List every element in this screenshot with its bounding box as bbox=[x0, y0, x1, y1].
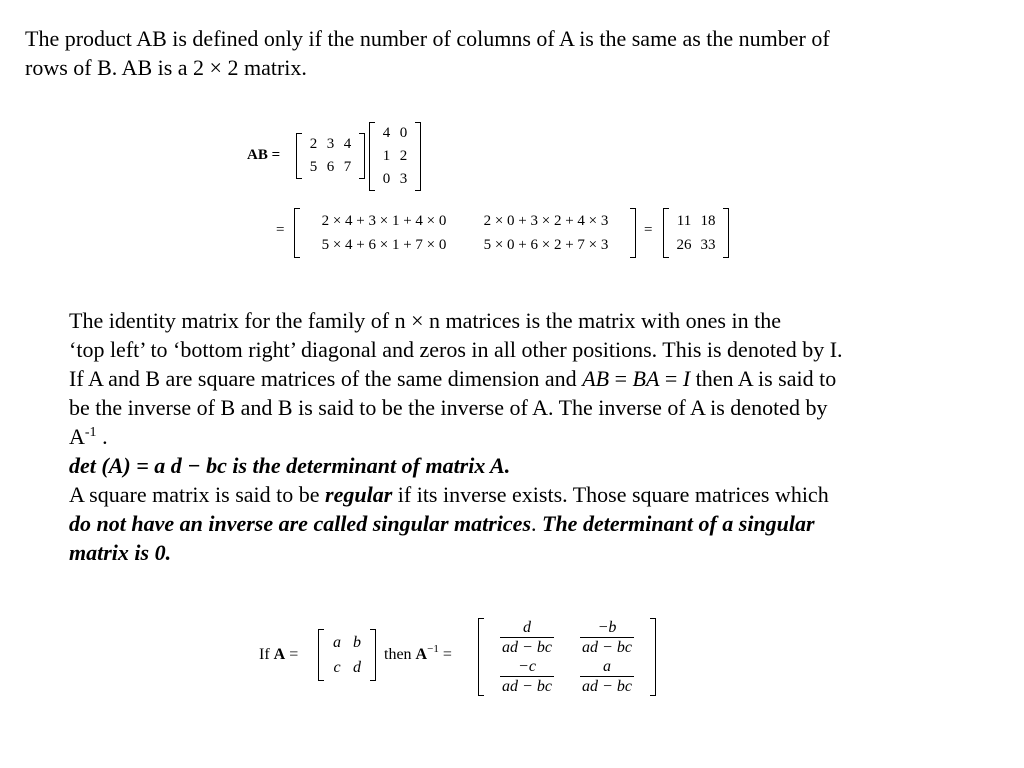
body-line-3a: If A and B are square matrices of the same dimension and bbox=[69, 366, 583, 391]
inverse-matrix bbox=[478, 618, 656, 696]
regular-term: regular bbox=[325, 482, 393, 507]
intro-paragraph bbox=[25, 24, 1005, 82]
matrix-a-cell: 6 bbox=[326, 159, 335, 175]
fraction-numerator: −c bbox=[518, 658, 536, 675]
eq-a: = bbox=[609, 366, 633, 391]
ainv-sup: −1 bbox=[427, 643, 439, 655]
fraction-numerator: a bbox=[603, 658, 611, 675]
ab-italic: AB bbox=[582, 366, 610, 391]
fraction-numerator: −b bbox=[597, 619, 617, 636]
inverse-notation: A bbox=[69, 424, 85, 449]
intro-line-1: The product AB is defined only if the number of columns of A is the same as the number of bbox=[25, 26, 830, 51]
if-label bbox=[259, 646, 298, 664]
expanded-cell: 2 × 4 + 3 × 1 + 4 × 0 bbox=[321, 213, 447, 229]
result-cell: 11 bbox=[676, 213, 692, 229]
fraction-denominator: ad − bc bbox=[582, 639, 632, 656]
body-line-2: ‘top left’ to ‘bottom right’ diagonal and zeros in all other positions. This is denoted by I. bbox=[69, 337, 843, 362]
then-word: then bbox=[384, 646, 412, 663]
inverse-fraction bbox=[567, 657, 647, 696]
matrix-b-cell: 0 bbox=[399, 125, 408, 141]
ainv-bold: A bbox=[415, 646, 428, 663]
body-line-7a: A square matrix is said to be bbox=[69, 482, 326, 507]
equals-inv: = bbox=[442, 646, 452, 663]
inverse-fraction bbox=[487, 657, 567, 696]
then-label bbox=[384, 643, 452, 664]
if-word: If bbox=[259, 646, 270, 663]
singular-determinant-a: The determinant of a singular bbox=[542, 511, 815, 536]
matrix-b bbox=[369, 122, 421, 191]
matrix-b-cell: 2 bbox=[399, 148, 408, 164]
determinant-definition: det (A) = a d − bc is the determinant of matrix A. bbox=[69, 453, 511, 478]
singular-definition: do not have an inverse are called singular matrices bbox=[69, 511, 531, 536]
body-line-1: The identity matrix for the family of n × n matrices is the matrix with ones in the bbox=[69, 308, 781, 333]
inverse-fraction bbox=[567, 618, 647, 657]
singular-determinant-b: matrix is 0. bbox=[69, 540, 172, 565]
equals-sign-2: = bbox=[644, 222, 653, 238]
equals-a: = bbox=[289, 646, 299, 663]
body-line-3g: then A is said to bbox=[690, 366, 837, 391]
expanded-cell: 5 × 4 + 6 × 1 + 7 × 0 bbox=[321, 237, 447, 253]
matrix-a bbox=[296, 133, 365, 179]
matrix-abcd bbox=[318, 629, 376, 681]
ab-label: AB = bbox=[247, 147, 281, 163]
matrix-abcd-cell: b bbox=[353, 634, 361, 651]
result-matrix bbox=[663, 208, 729, 258]
matrix-a-cell: 7 bbox=[343, 159, 352, 175]
ba-italic: BA bbox=[632, 366, 660, 391]
a-bold: A bbox=[273, 646, 286, 663]
i-italic: I bbox=[682, 366, 691, 391]
result-cell: 18 bbox=[700, 213, 716, 229]
inverse-fraction bbox=[487, 618, 567, 657]
body-paragraph bbox=[69, 306, 1009, 567]
intro-line-2: rows of B. AB is a 2 × 2 matrix. bbox=[25, 55, 307, 80]
matrix-abcd-cell: d bbox=[353, 659, 361, 676]
matrix-b-cell: 0 bbox=[382, 171, 391, 187]
matrix-a-cell: 2 bbox=[309, 136, 318, 152]
matrix-a-cell: 3 bbox=[326, 136, 335, 152]
matrix-a-cell: 5 bbox=[309, 159, 318, 175]
inverse-notation-end: . bbox=[96, 424, 108, 449]
fraction-denominator: ad − bc bbox=[582, 678, 632, 695]
result-cell: 26 bbox=[676, 237, 692, 253]
matrix-b-cell: 4 bbox=[382, 125, 391, 141]
fraction-denominator: ad − bc bbox=[502, 639, 552, 656]
expanded-cell: 2 × 0 + 3 × 2 + 4 × 3 bbox=[483, 213, 609, 229]
fraction-numerator: d bbox=[523, 619, 531, 636]
expanded-cell: 5 × 0 + 6 × 2 + 7 × 3 bbox=[483, 237, 609, 253]
body-line-4: be the inverse of B and B is said to be the inverse of A. The inverse of A is denoted by bbox=[69, 395, 828, 420]
eq-b: = bbox=[659, 366, 683, 391]
matrix-b-cell: 1 bbox=[382, 148, 391, 164]
body-line-8b: . bbox=[531, 511, 542, 536]
matrix-abcd-cell: a bbox=[333, 634, 341, 651]
matrix-b-cell: 3 bbox=[399, 171, 408, 187]
expanded-product-matrix bbox=[294, 208, 636, 258]
inverse-superscript: -1 bbox=[84, 425, 97, 440]
result-cell: 33 bbox=[700, 237, 716, 253]
fraction-denominator: ad − bc bbox=[502, 678, 552, 695]
matrix-abcd-cell: c bbox=[333, 659, 341, 676]
matrix-a-cell: 4 bbox=[343, 136, 352, 152]
equals-sign-1: = bbox=[276, 222, 285, 238]
body-line-7c: if its inverse exists. Those square matrices which bbox=[392, 482, 829, 507]
